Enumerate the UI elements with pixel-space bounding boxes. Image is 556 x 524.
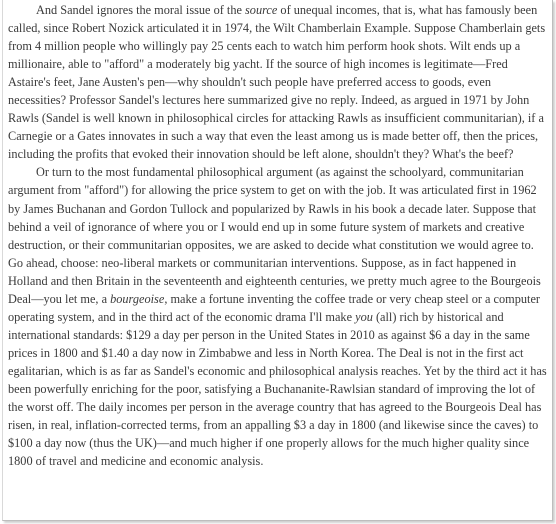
paragraph-1: [8, 1, 551, 163]
p2-text-a: Or turn to the most fundamental philosophical argument (as against the schoolyard, communitarian argument from "afford") for allowing the price system to get on with the job. It was articulated first in 1962 by James Buchanan and Gordon Tullock and popularized by Rawls in his book a decade later. Suppose that behind a veil of ignorance of where you or I would end up in some future system of markets and creative destruction, or their communitarian opposites, we are asked to decide what constitution we would agree to. Go ahead, choose: neo-liberal markets or communitarian interventions. Suppose, as in fact happened in Holland and then Britain in the seventeenth and eighteenth centuries, we pretty much agree to the Bourgeois Deal—you let me, a: [8, 165, 541, 306]
p2-text-c: (all) rich by historical and international standards: $129 a day per person in the United States in 2010 as against $6 a day in the same prices in 1800 and $1.40 a day now in Zimbabwe and less in North Korea. The Deal is not in the first act egalitarian, which is as far as Sandel's economic and philosophical analysis reaches. Yet by the third act it has been powerfully enriching for the poor, satisfying a Buchananite-Rawlsian standard of improving the lot of the worst off. The daily incomes per person in the average country that has agreed to the Bourgeois Deal has risen, in real, inflation-corrected terms, from an appalling $3 a day in 1800 (and likewise since the caves) to $100 a day now (thus the UK)—and much higher if one properly allows for the much higher quality since 1800 of travel and medicine and economic analysis.: [8, 309, 547, 469]
paragraph-2: [8, 163, 551, 470]
screenshot-frame: [2, 0, 553, 521]
p1-text-a: And Sandel ignores the moral issue of the: [36, 3, 246, 17]
p2-italic-you: you: [355, 309, 373, 324]
p2-text-b: , make a fortune inventing the coffee trade or very cheap steel or a computer operating system, and in the third act of the economic drama I'll make: [8, 291, 540, 324]
p2-italic-bourgeoise: bourgeoise: [110, 291, 165, 306]
article-text: [8, 1, 551, 470]
p1-text-b: of unequal incomes, that is, what has famously been called, since Robert Nozick articulated it in 1974, the Wilt Chamberlain Example. Suppose Chamberlain gets from 4 million people who willingly pay 25 cents each to watch him perform hook shots. Wilt ends up a millionaire, able to "afford" a moderately big yacht. If the source of high incomes is legitimate—Fred Astaire's feet, Jane Austen's pen—why shouldn't such people have preferred access to goods, even necessities? Professor Sandel's lectures here summarized give no reply. Indeed, as argued in 1971 by John Rawls (Sandel is well known in philosophical circles for attacking Rawls as insufficient communitarian), if a Carnegie or a Gates innovates in such a way that even the least among us is made better off, then the prices, including the profits that evoked their innovation should be left alone, shouldn't they? What's the beef?: [8, 3, 546, 162]
p1-italic-source: source: [245, 3, 278, 17]
